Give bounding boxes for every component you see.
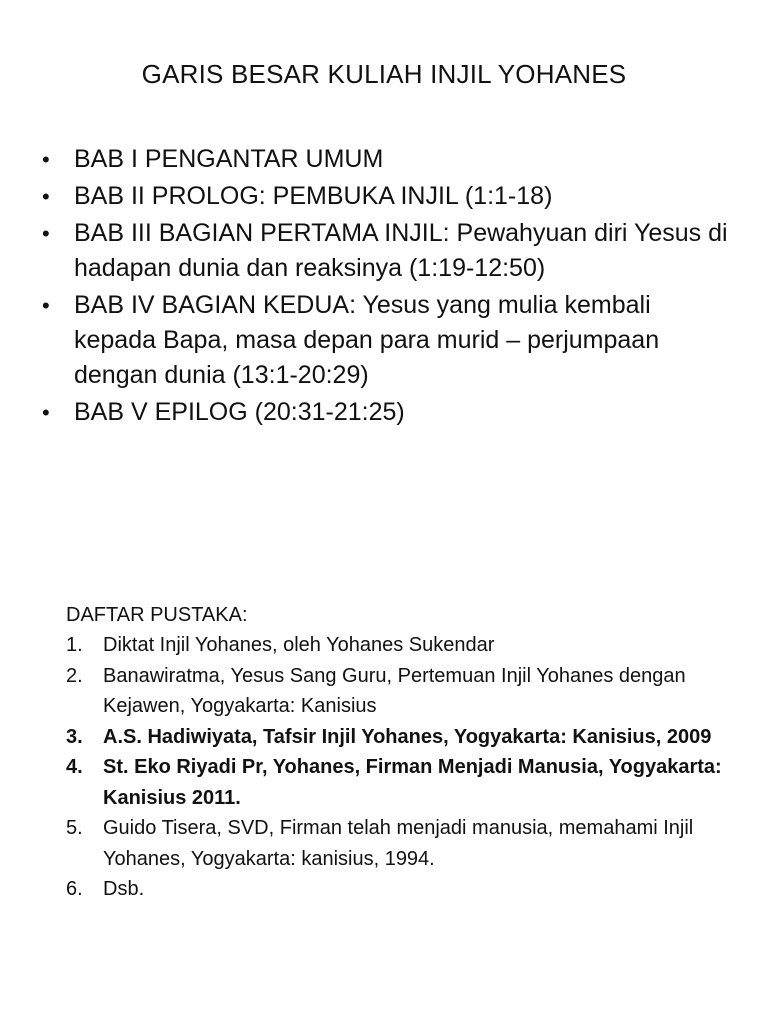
reference-number: 1. [66, 634, 83, 656]
reference-item [66, 630, 736, 661]
reference-item [66, 722, 736, 753]
bullet-icon: • [42, 184, 50, 209]
reference-number: 2. [66, 664, 83, 687]
reference-text: Banawiratma, Yesus Sang Guru, Pertemuan Injil Yohanes dengan Kejawen, Yogyakarta: Kanisius [103, 664, 686, 717]
reference-item [66, 874, 736, 905]
reference-text: Dsb. [103, 878, 145, 900]
chapter-text: BAB V EPILOG (20:31-21:25) [74, 398, 405, 426]
reference-number: 4. [66, 756, 83, 778]
reference-item [66, 661, 736, 722]
chapter-text: BAB IV BAGIAN KEDUA: Yesus yang mulia kembali kepada Bapa, masa depan para murid – perjumpaan dengan dunia (13:1-20:29) [74, 291, 660, 389]
reference-number: 6. [66, 878, 83, 900]
reference-text: Guido Tisera, SVD, Firman telah menjadi manusia, memahami Injil Yohanes, Yogyakarta: kanisius, 1994. [103, 817, 694, 870]
chapter-text: BAB I PENGANTAR UMUM [74, 145, 384, 173]
reference-list [66, 630, 736, 905]
chapter-item [42, 288, 732, 393]
bullet-icon: • [42, 221, 50, 246]
reference-number: 5. [66, 817, 83, 839]
reference-item [66, 813, 736, 874]
reference-number: 3. [66, 725, 83, 748]
chapter-item [42, 142, 732, 177]
chapter-item [42, 216, 732, 286]
reference-text: A.S. Hadiwiyata, Tafsir Injil Yohanes, Yogyakarta: Kanisius, 2009 [103, 725, 712, 748]
bullet-icon: • [42, 293, 50, 318]
chapter-item [42, 179, 732, 214]
reference-item [66, 752, 736, 813]
chapter-list [42, 142, 732, 432]
chapter-text: BAB II PROLOG: PEMBUKA INJIL (1:1-18) [74, 182, 553, 210]
chapter-text: BAB III BAGIAN PERTAMA INJIL: Pewahyuan diri Yesus di hadapan dunia dan reaksinya (1:19-12:50) [74, 219, 728, 282]
bullet-icon: • [42, 147, 50, 172]
reference-text: St. Eko Riyadi Pr, Yohanes, Firman Menjadi Manusia, Yogyakarta: Kanisius 2011. [103, 756, 722, 809]
reference-text: Diktat Injil Yohanes, oleh Yohanes Sukendar [103, 634, 495, 656]
chapter-item [42, 395, 732, 430]
bullet-icon: • [42, 400, 50, 425]
slide-title: GARIS BESAR KULIAH INJIL YOHANES [141, 59, 627, 89]
references-section [66, 600, 736, 905]
references-heading: DAFTAR PUSTAKA: [66, 604, 248, 626]
